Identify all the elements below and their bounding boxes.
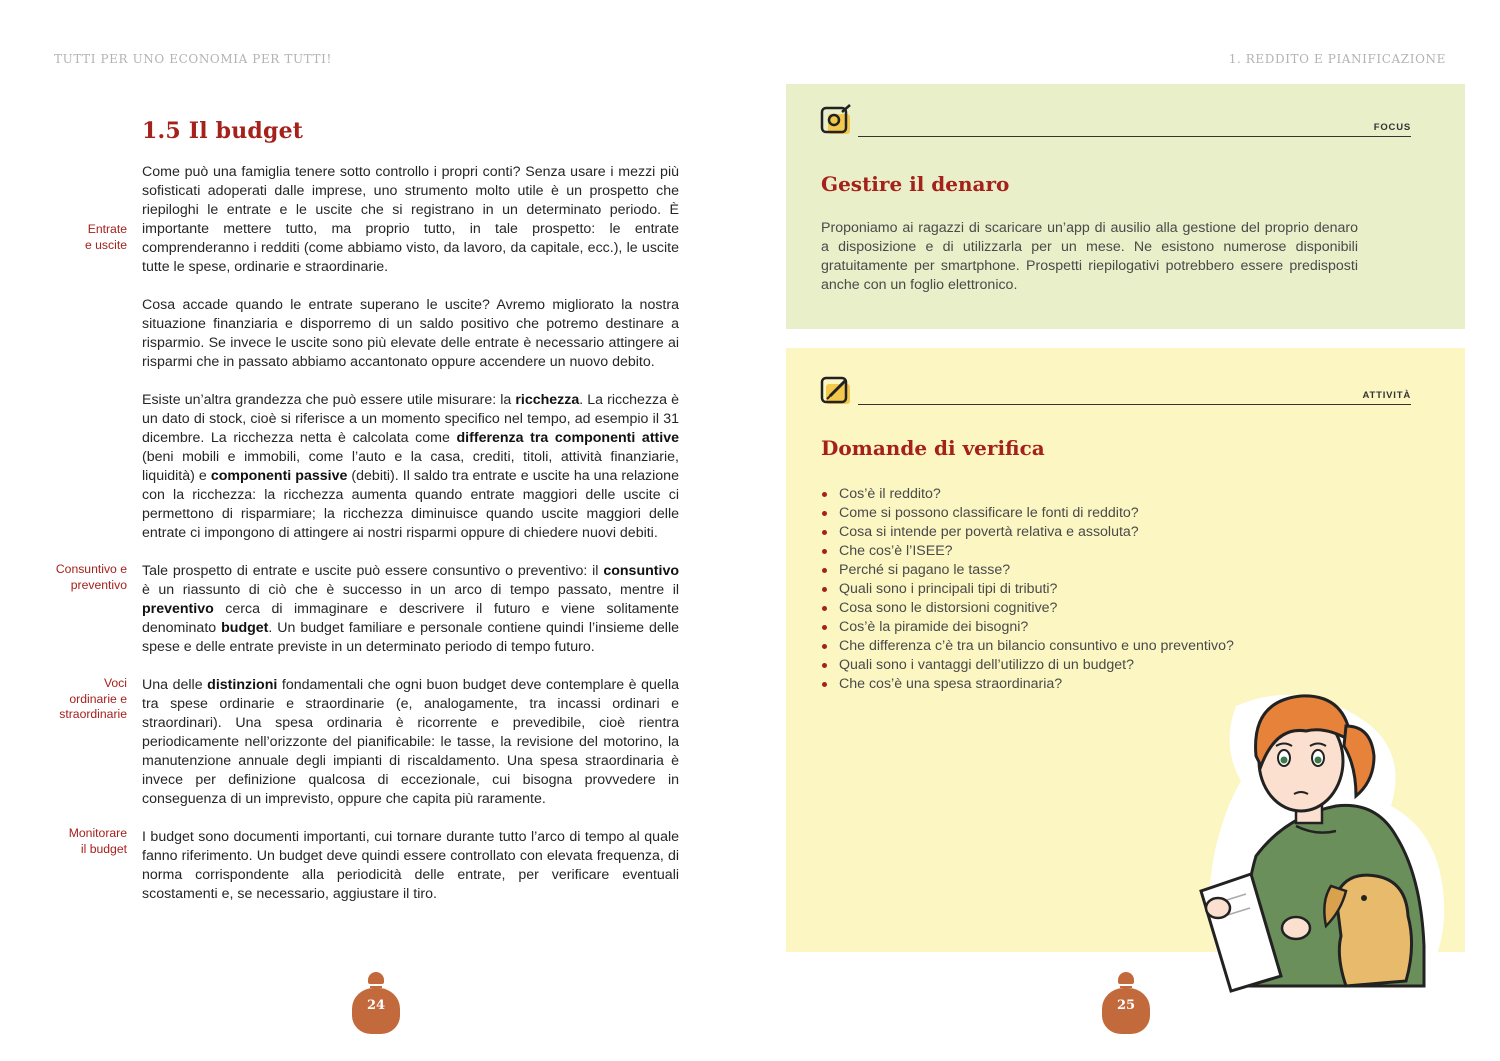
girl-with-dog-illustration: [1196, 686, 1446, 996]
paragraph-4: Tale prospetto di entrate e uscite può essere consuntivo o preventivo: il consuntivo è un riassunto di ciò che è successo in un arco di tempo passato, mentre il preventivo cerca di immaginare e descrivere il futuro e viene solitamente denominato budget. Un budget familiare e personale contiene quindi l’insieme delle spese e delle entrate previste in un determinato periodo di tempo futuro.: [142, 563, 679, 655]
section-title: 1.5 Il budget: [142, 118, 304, 144]
term-preventivo: preventivo: [142, 601, 214, 617]
list-item: Perché si pagano le tasse?: [821, 561, 1234, 580]
term-componenti-passive: componenti passive: [210, 468, 348, 484]
margin-note-line: e uscite: [84, 237, 127, 252]
activity-title: Domande di verifica: [821, 436, 1045, 460]
margin-note-line: il budget: [80, 841, 127, 856]
running-header-left: TUTTI PER UNO ECONOMIA PER TUTTI!: [54, 52, 332, 66]
page-number-left: 24: [366, 998, 386, 1013]
list-item: Quali sono i vantaggi dell’utilizzo di un budget?: [821, 656, 1234, 675]
page-number-right: 25: [1116, 998, 1136, 1013]
paragraph-3: Esiste un’altra grandezza che può essere utile misurare: la ricchezza. La ricchezza è un dato di stock, cioè si riferisce a un momento specifico nel tempo, ad esempio il 31 dicembre. La ricchezza netta è calcolata come differenza tra componenti attive (beni mobili e immobili, come l’auto e la casa, crediti, titoli, attività finanziarie, liquidità) e componenti passive (debiti). Il saldo tra entrate e uscite ha una relazione con la ricchezza: la ricchezza aumenta quando entrate maggiori delle uscite ci permettono di risparmiare; la ricchezza diminuisce quando uscite maggiori delle entrate ci impongono di attingere ai nostri risparmi oppure di chiedere nuovi debiti.: [142, 392, 679, 541]
focus-divider: [858, 136, 1411, 137]
margin-note-line: ordinarie e: [69, 691, 127, 706]
list-item: Che cos’è una spesa straordinaria?: [821, 675, 1234, 694]
pencil-note-icon: [820, 374, 852, 406]
term-budget: budget: [221, 620, 269, 636]
focus-text: Proponiamo ai ragazzi di scaricare un’app di ausilio alla gestione del proprio denaro a disposizione e di utilizzarla per un mese. Ne esistono numerose disponibili gratuitamente per smartphone. Prospetti riepilogativi potrebbero essere predisposti anche con un foglio elettronico.: [821, 220, 1358, 293]
list-item: Cos’è la piramide dei bisogni?: [821, 618, 1234, 637]
list-item: Come si possono classificare le fonti di reddito?: [821, 504, 1234, 523]
camera-icon: [820, 104, 852, 136]
list-item: Che cos’è l’ISEE?: [821, 542, 1234, 561]
list-item: Quali sono i principali tipi di tributi?: [821, 580, 1234, 599]
margin-note-consuntivo: [27, 562, 127, 593]
paragraph-5: Una delle distinzioni fondamentali che ogni buon budget deve contemplare è quella tra spese ordinarie e straordinarie (e, analogamente, tra incassi ordinari e straordinari). Una spesa ordinaria è ricorrente e prevedibile, cioè rientra periodicamente nell’orizzonte del pianificabile: le tasse, la revisione del motorino, la manutenzione annuale degli impianti di riscaldamento. Una spesa straordinaria è invece per definizione qualcosa di eccezionale, cui bisogna provvedere in conseguenza di un imprevisto, oppure che capita più raramente.: [142, 677, 679, 807]
term-componenti-attive: differenza tra componenti attive: [456, 430, 679, 446]
activity-tag: ATTIVITÀ: [1362, 390, 1411, 401]
margin-note-entrate: [27, 222, 127, 253]
body-text: [142, 163, 679, 923]
list-item: Cosa sono le distorsioni cognitive?: [821, 599, 1234, 618]
margin-note-line: straordinarie: [59, 707, 127, 721]
list-item: Cosa si intende per povertà relativa e assoluta?: [821, 523, 1234, 542]
piggy-bank-icon: [1102, 972, 1150, 1034]
piggy-bank-icon: [352, 972, 400, 1034]
term-distinzioni: distinzioni: [207, 677, 278, 693]
margin-note-line: Consuntivo e: [55, 562, 127, 576]
focus-title: Gestire il denaro: [821, 172, 1010, 196]
paragraph-2: Cosa accade quando le entrate superano le uscite? Avremo migliorato la nostra situazione finanziaria e disporremo di un saldo positivo che potremo destinare a risparmio. Se invece le uscite sono più elevate delle entrate è necessario attingere ai risparmi che in passato abbiamo accantonato oppure accendere un nuovo debito.: [142, 297, 679, 370]
margin-note-voci: [27, 676, 127, 723]
list-item: Cos’è il reddito?: [821, 485, 1234, 504]
running-header-right: 1. REDDITO E PIANIFICAZIONE: [1228, 52, 1446, 66]
term-ricchezza: ricchezza: [515, 392, 580, 408]
term-consuntivo: consuntivo: [603, 563, 679, 579]
paragraph-1: Come può una famiglia tenere sotto controllo i propri conti? Senza usare i mezzi più sofisticati adoperati dalle imprese, uno strumento molto utile è un prospetto che riepiloghi le entrate e le uscite che si registrano in un determinato periodo. È importante mettere tutto, ma proprio tutto, in tale prospetto: le entrate comprenderanno i redditi (come abbiamo visto, da lavoro, da capitale, ecc.), le uscite tutte le spese, ordinarie e straordinarie.: [142, 164, 679, 275]
list-item: Che differenza c’è tra un bilancio consuntivo e uno preventivo?: [821, 637, 1234, 656]
paragraph-6: I budget sono documenti importanti, cui tornare durante tutto l’arco di tempo al quale fanno riferimento. Un budget deve quindi essere controllato con elevata frequenza, di norma corrispondente alla periodicità delle entrate, per verificare eventuali scostamenti e, se necessario, aggiustare il tiro.: [142, 829, 679, 902]
question-list: [821, 485, 1234, 694]
margin-note-line: Voci: [103, 676, 127, 690]
margin-note-line: Entrate: [87, 222, 127, 236]
margin-note-line: preventivo: [70, 577, 127, 592]
activity-divider: [858, 404, 1411, 405]
margin-note-line: Monitorare: [68, 826, 127, 840]
margin-note-monitorare: [27, 826, 127, 857]
focus-box: [786, 84, 1465, 329]
focus-tag: FOCUS: [1373, 122, 1411, 133]
